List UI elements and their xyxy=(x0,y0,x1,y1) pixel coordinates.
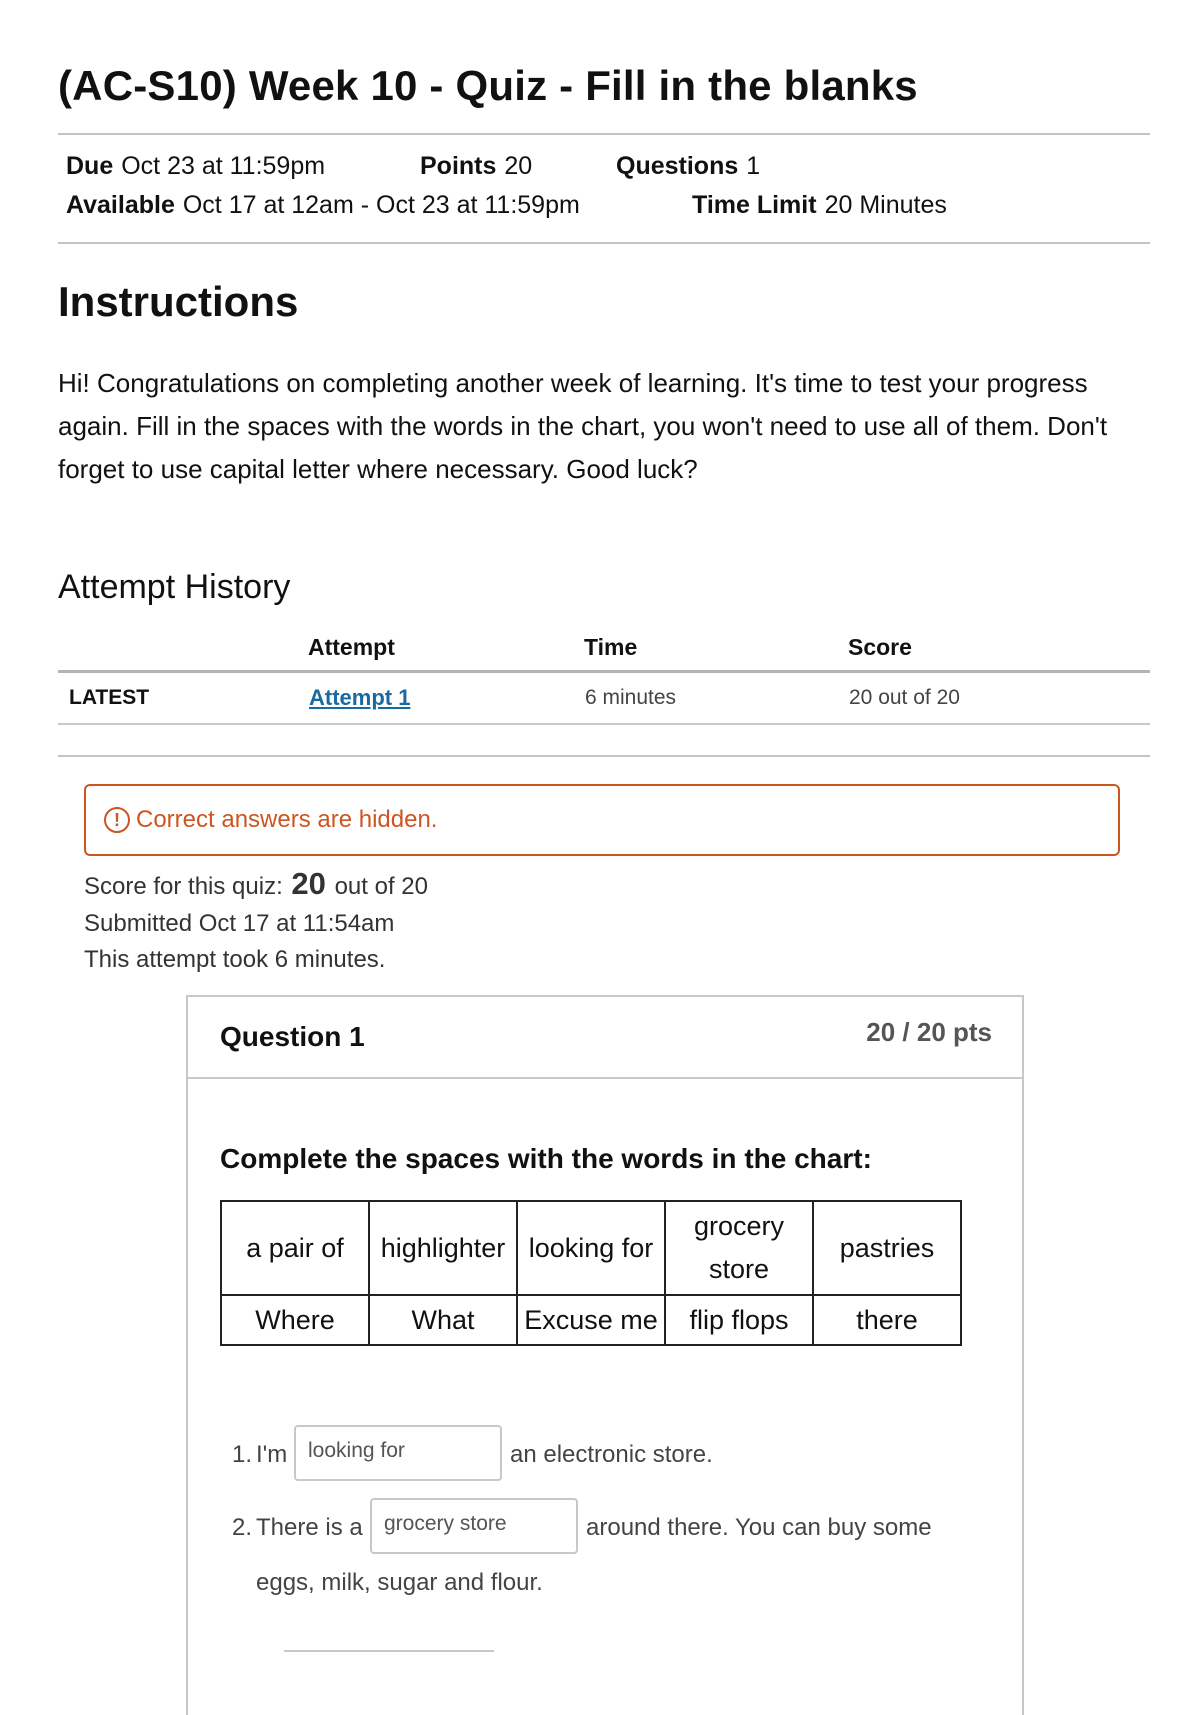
divider xyxy=(58,755,1150,757)
item-2-answer-input[interactable]: grocery store xyxy=(370,1498,578,1554)
word-cell: grocery store xyxy=(665,1201,813,1295)
quiz-score xyxy=(84,866,428,902)
question-header xyxy=(188,997,1022,1079)
questions-value: 1 xyxy=(746,152,761,180)
item-1-answer-input[interactable]: looking for xyxy=(294,1425,502,1481)
time-limit-value: 20 Minutes xyxy=(824,191,947,219)
divider xyxy=(58,133,1150,135)
word-cell: there xyxy=(813,1295,961,1345)
word-chart xyxy=(220,1200,962,1346)
word-chart-row xyxy=(221,1201,961,1295)
time-cell: 6 minutes xyxy=(584,672,848,725)
item-2-number: 2. xyxy=(232,1514,253,1541)
question-prompt: Complete the spaces with the words in the chart: xyxy=(220,1143,872,1174)
attempt-history-table xyxy=(58,632,1150,725)
word-cell: Where xyxy=(221,1295,369,1345)
attempt-link[interactable]: Attempt 1 xyxy=(309,685,411,710)
next-item-input-edge xyxy=(284,1650,494,1652)
submitted-time: Submitted Oct 17 at 11:54am xyxy=(84,910,395,937)
latest-label: LATEST xyxy=(58,672,308,725)
item-1-after: an electronic store. xyxy=(510,1441,713,1468)
word-cell: What xyxy=(369,1295,517,1345)
available-label: Available xyxy=(66,191,175,219)
alert-text: Correct answers are hidden. xyxy=(136,806,438,833)
column-header-attempt: Attempt xyxy=(308,632,584,672)
question-points: 20 / 20 pts xyxy=(866,1017,992,1047)
time-limit-info xyxy=(692,191,947,220)
due-label: Due xyxy=(66,152,114,180)
table-header-row xyxy=(58,632,1150,672)
time-limit-label: Time Limit xyxy=(692,191,817,219)
correct-answers-hidden-alert xyxy=(84,784,1120,856)
word-cell: highlighter xyxy=(369,1201,517,1295)
word-chart-row xyxy=(221,1295,961,1345)
attempt-duration: This attempt took 6 minutes. xyxy=(84,946,386,973)
questions-label: Questions xyxy=(616,152,739,180)
table-row xyxy=(58,672,1150,725)
item-2-before: There is a xyxy=(256,1514,363,1541)
column-header-score: Score xyxy=(848,632,1150,672)
word-cell: flip flops xyxy=(665,1295,813,1345)
questions-info xyxy=(616,152,760,181)
points-label: Points xyxy=(420,152,497,180)
due-info xyxy=(66,152,325,181)
attempt-history-title: Attempt History xyxy=(58,568,291,606)
available-info xyxy=(66,191,580,220)
score-value: 20 xyxy=(291,866,326,901)
question-card xyxy=(186,995,1024,1715)
word-cell: pastries xyxy=(813,1201,961,1295)
item-2-continuation: eggs, milk, sugar and flour. xyxy=(256,1569,543,1596)
score-cell: 20 out of 20 xyxy=(848,672,1150,725)
item-2-after: around there. You can buy some xyxy=(586,1514,932,1541)
attempt-cell xyxy=(308,672,584,725)
word-cell: a pair of xyxy=(221,1201,369,1295)
page-title: (AC-S10) Week 10 - Quiz - Fill in the blanks xyxy=(58,62,918,109)
column-header xyxy=(58,632,308,672)
due-value: Oct 23 at 11:59pm xyxy=(121,152,326,180)
points-value: 20 xyxy=(504,152,533,180)
available-value: Oct 17 at 12am - Oct 23 at 11:59pm xyxy=(182,191,580,219)
item-1-before: I'm xyxy=(256,1441,288,1468)
word-cell: Excuse me xyxy=(517,1295,665,1345)
points-info xyxy=(420,152,532,181)
divider xyxy=(58,242,1150,244)
word-cell: looking for xyxy=(517,1201,665,1295)
instructions-text: Hi! Congratulations on completing another week of learning. It's time to test your progress again. Fill in the spaces with the words in the chart, you won't need to use all of them. Don't forget to use capital letter where necessary. Good luck? xyxy=(58,368,1108,484)
item-1-number: 1. xyxy=(232,1441,253,1468)
column-header-time: Time xyxy=(584,632,848,672)
score-suffix: out of 20 xyxy=(334,873,428,900)
exclamation-circle-icon: ! xyxy=(104,807,130,833)
question-name: Question 1 xyxy=(220,1021,365,1052)
instructions-title: Instructions xyxy=(58,278,299,325)
score-prefix: Score for this quiz: xyxy=(84,873,283,900)
